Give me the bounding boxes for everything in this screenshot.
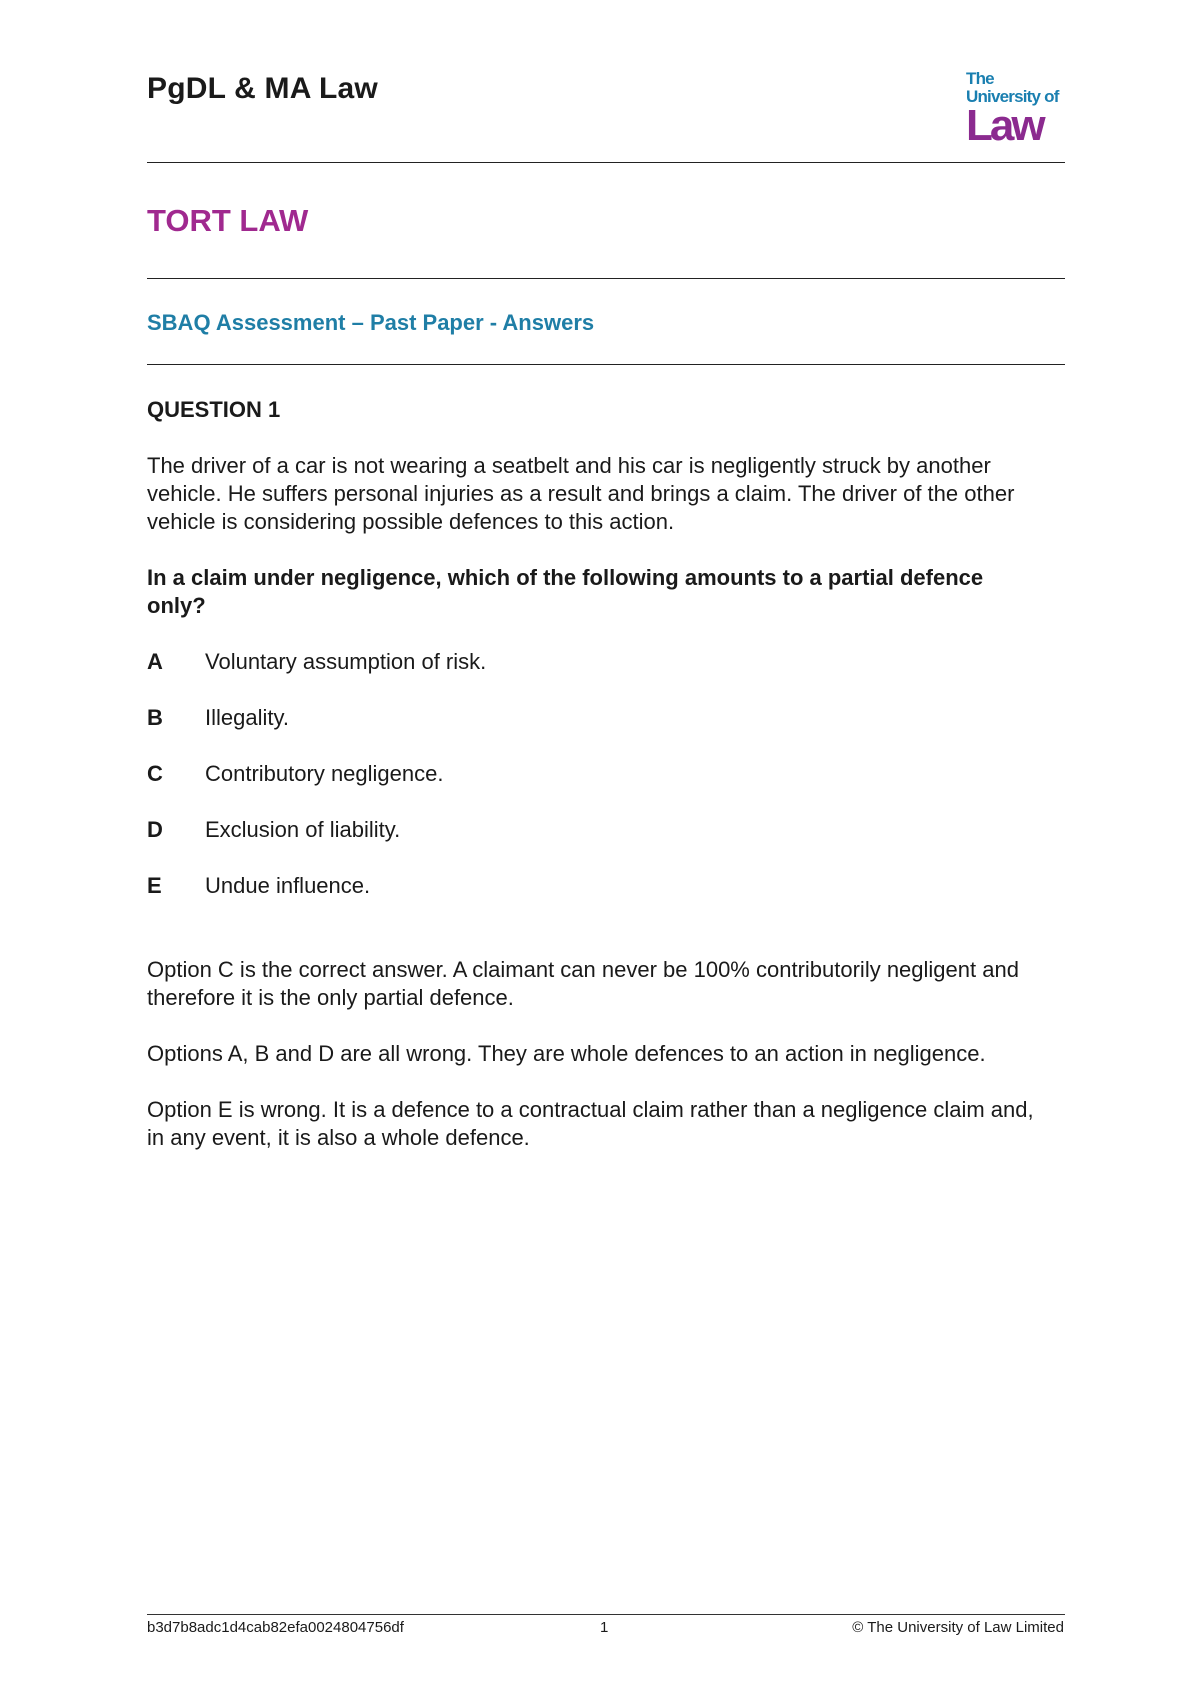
option-letter: A: [147, 649, 163, 674]
option-text: Voluntary assumption of risk.: [205, 649, 487, 674]
option-letter: B: [147, 705, 163, 730]
question-stem: In a claim under negligence, which of the following amounts to a partial defence only?: [147, 565, 984, 618]
spacer: [147, 928, 1047, 956]
question-heading: QUESTION 1: [147, 397, 281, 422]
assessment-divider: [147, 364, 1065, 365]
option-d: [147, 816, 1047, 844]
option-letter: D: [147, 817, 163, 842]
option-b: [147, 704, 1047, 732]
footer-divider: [147, 1614, 1065, 1615]
page-header-title: PgDL & MA Law: [147, 72, 378, 105]
option-letter: E: [147, 873, 162, 898]
university-of-law-logo: [966, 70, 1066, 150]
logo-line-university: University of: [966, 87, 1059, 106]
footer-copyright: © The University of Law Limited: [852, 1619, 1064, 1636]
option-text: Contributory negligence.: [205, 761, 444, 786]
option-text: Exclusion of liability.: [205, 817, 401, 842]
answer-explanation-2: Options A, B and D are all wrong. They are whole defences to an action in negligence.: [147, 1041, 986, 1066]
question-scenario: The driver of a car is not wearing a seatbelt and his car is negligently struck by another vehicle. He suffers personal injuries as a result and brings a claim. The driver of the other vehicle is considering possible defences to this action.: [147, 453, 1015, 534]
answer-explanation-1: Option C is the correct answer. A claimant can never be 100% contributorily negligent and therefore it is the only partial defence.: [147, 957, 1019, 1010]
option-e: [147, 872, 1047, 900]
header-divider: [147, 162, 1065, 163]
option-text: Undue influence.: [205, 873, 371, 898]
option-letter: C: [147, 761, 163, 786]
option-a: [147, 648, 1047, 676]
logo-line-law: Law: [966, 101, 1043, 150]
subject-title: TORT LAW: [147, 203, 309, 238]
answer-explanation-3: Option E is wrong. It is a defence to a contractual claim rather than a negligence claim and, in any event, it is also a whole defence.: [147, 1097, 1034, 1150]
option-text: Illegality.: [205, 705, 289, 730]
footer-page-number: 1: [600, 1619, 609, 1636]
question-content: [147, 396, 1047, 1180]
assessment-title: SBAQ Assessment – Past Paper - Answers: [147, 310, 595, 335]
footer-document-id: b3d7b8adc1d4cab82efa0024804756df: [147, 1619, 404, 1636]
logo-line-the: The: [966, 69, 994, 88]
option-c: [147, 760, 1047, 788]
subject-divider: [147, 278, 1065, 279]
